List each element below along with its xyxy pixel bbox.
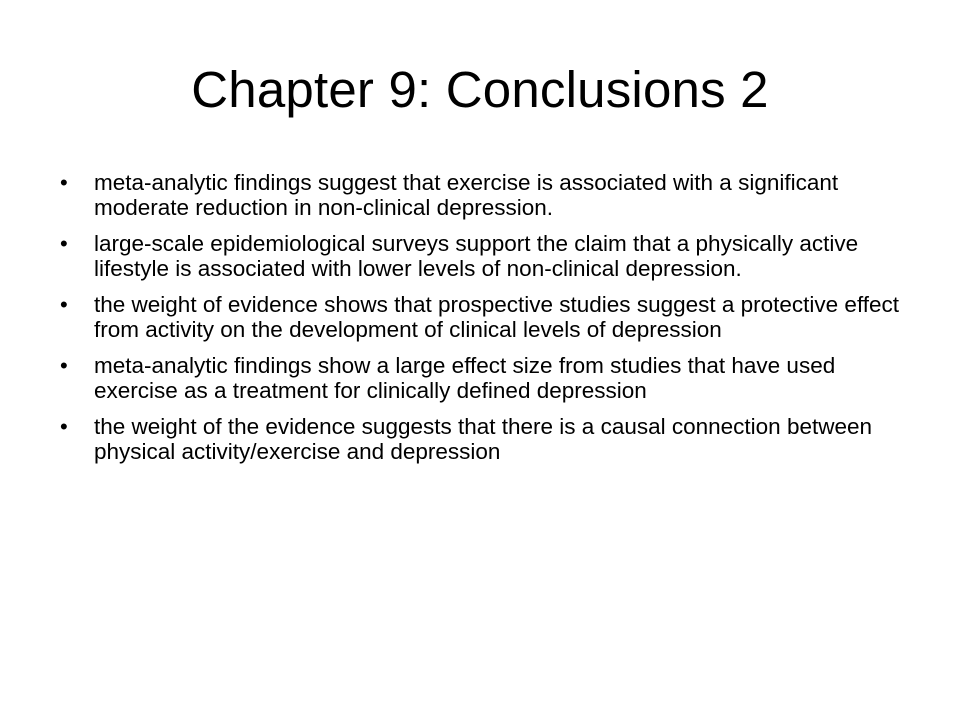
bullet-text: large-scale epidemiological surveys support the claim that a physically active lifestyle is associated with lower levels of non-clinical depression. (94, 231, 859, 281)
bullet-text: the weight of the evidence suggests that there is a causal connection between physical activity/exercise and depression (94, 414, 873, 464)
bullet-item-5 (60, 414, 910, 464)
page-title: Chapter 9: Conclusions 2 (191, 61, 769, 118)
bullet-item-2 (60, 231, 910, 281)
bullet-text: meta-analytic findings suggest that exercise is associated with a significant moderate reduction in non-clinical depression. (94, 170, 839, 220)
bullet-item-1 (60, 170, 910, 220)
bullet-dot-icon: • (60, 292, 68, 317)
bullet-text: meta-analytic findings show a large effect size from studies that have used exercise as a treatment for clinically defined depression (94, 353, 836, 403)
bullet-item-4 (60, 353, 910, 403)
bullet-dot-icon: • (60, 353, 68, 378)
bullet-dot-icon: • (60, 170, 68, 195)
bullet-dot-icon: • (60, 231, 68, 256)
bullet-text: the weight of evidence shows that prospective studies suggest a protective effect from activity on the development of clinical levels of depression (94, 292, 900, 342)
bullet-list (60, 170, 910, 475)
bullet-dot-icon: • (60, 414, 68, 439)
bullet-item-3 (60, 292, 910, 342)
